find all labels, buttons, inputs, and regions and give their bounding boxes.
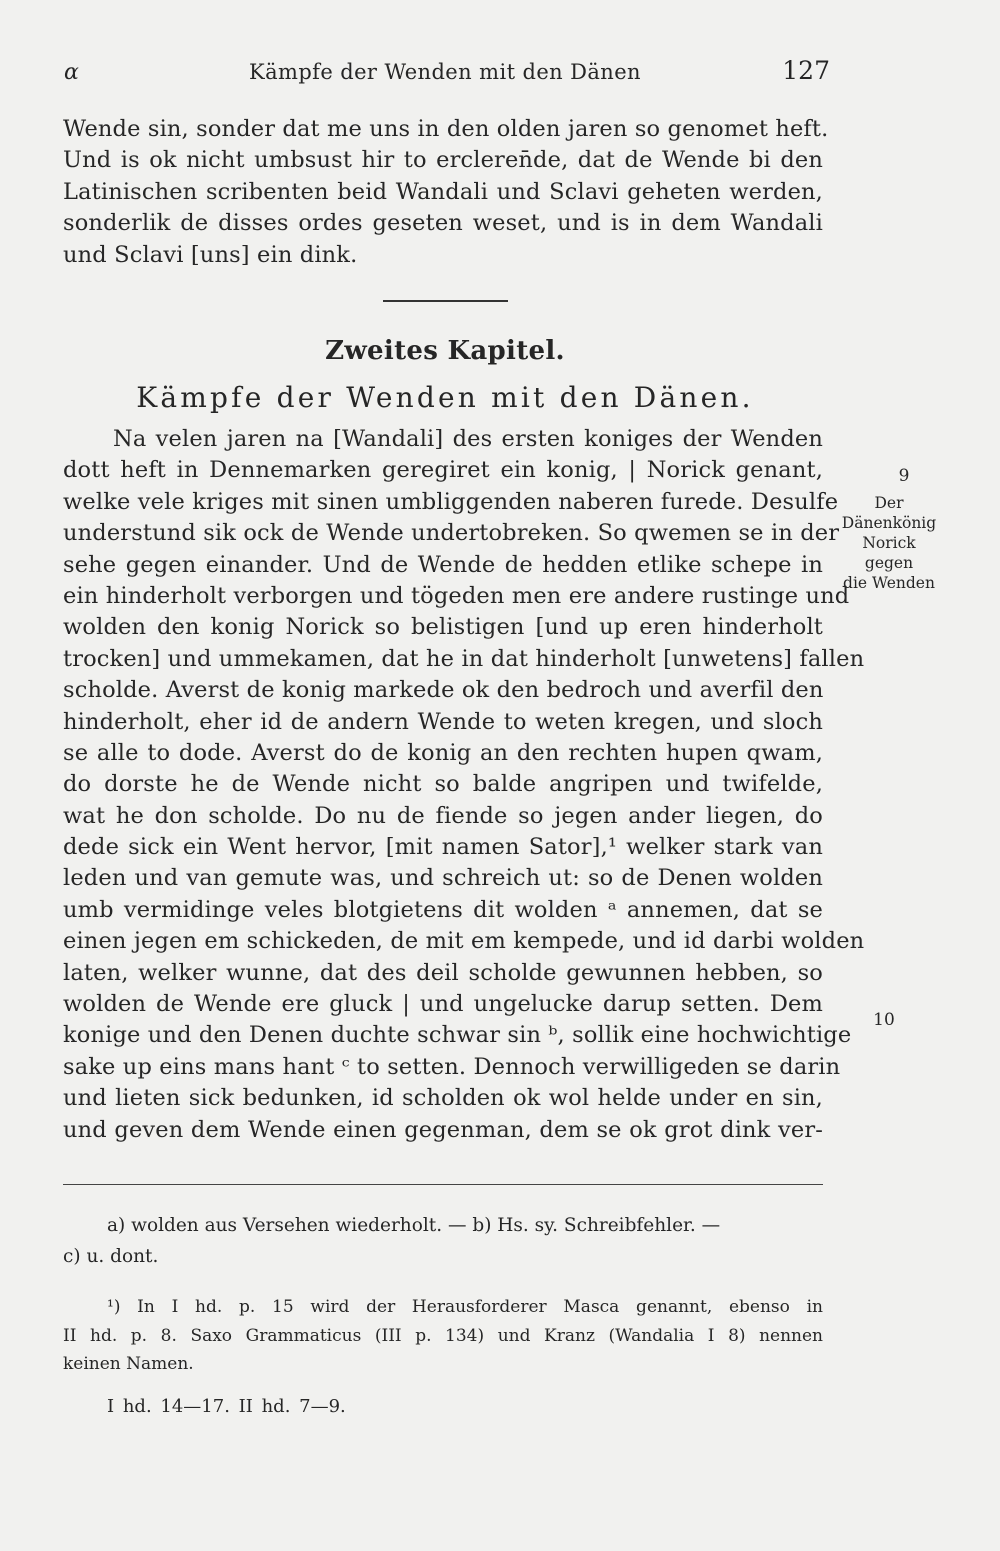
text-line: konige und den Denen duchte schwar sin ᵇ, sollik eine hochwichtige [63, 1022, 852, 1049]
text-line: laten, welker wunne, dat des deil scholde gewunnen hebben, so [63, 959, 823, 986]
footnote-line: c) u. dont. [63, 1246, 159, 1267]
footnote-line: keinen Namen. [63, 1354, 194, 1374]
text-line: wolden den konig Norick so belistigen [und up eren hinderholt [63, 614, 823, 641]
text-line: wat he don scholde. Do nu de fiende so jegen ander liegen, do [63, 802, 823, 829]
text-line: trocken] und ummekamen, dat he in dat hinderholt [unwetens] fallen [63, 645, 865, 672]
text-line: sonderlik de disses ordes geseten weset, und is in dem Wandali [63, 210, 823, 237]
footnote-1 [63, 1293, 823, 1379]
text-line: understund sik ock de Wende undertobreken. So qwemen se in der [63, 520, 840, 547]
margin-line-number: 10 [873, 1010, 895, 1030]
margin-line-number: 9 [898, 466, 910, 486]
page-header [60, 56, 830, 90]
margin-note-line: Dänenkönig [841, 514, 937, 532]
text-line: scholde. Averst de konig markede ok den bedroch und averfil den [63, 677, 824, 704]
paragraph-main [63, 424, 865, 1146]
text-line: Latinischen scribenten beid Wandali und Sclavi geheten werden, [63, 178, 823, 205]
signature-mark: α [64, 60, 79, 85]
section-divider [383, 300, 508, 302]
text-line: leden und van gemute was, und schreich ut: so de Denen wolden [63, 865, 823, 892]
footnote-line: ¹) In I hd. p. 15 wird der Herausforderer Masca genannt, ebenso in [107, 1297, 823, 1317]
running-title: Kämpfe der Wenden mit den Dänen [249, 60, 641, 84]
text-line: einen jegen em schickeden, de mit em kempede, und id darbi wolden [63, 928, 865, 955]
chapter-title: Zweites Kapitel. [325, 336, 565, 366]
text-line: ein hinderholt verborgen und tögeden men ere andere rustinge und [63, 582, 850, 609]
margin-note-line: Norick [862, 534, 916, 552]
text-line: hinderholt, eher id de andern Wende to weten kregen, und sloch [63, 708, 823, 735]
text-line: sake up eins mans hant ᶜ to setten. Dennoch verwilligeden se darin [63, 1053, 841, 1080]
source-reference: I hd. 14—17. II hd. 7—9. [107, 1396, 346, 1417]
text-line: Und is ok nicht umbsust hir to ercleren̄de, dat de Wende bi den [63, 147, 823, 174]
text-line: und lieten sick bedunken, id scholden ok wol helde under en sin, [63, 1085, 823, 1112]
margin-note-line: die Wenden [843, 574, 935, 592]
margin-note-line: gegen [864, 554, 914, 572]
footnote-line: a) wolden aus Versehen wiederholt. — b) Hs. sy. Schreibfehler. — [107, 1215, 721, 1236]
text-line: Wende sin, sonder dat me uns in den olden jaren so genomet heft. [63, 116, 829, 142]
text-line: wolden de Wende ere gluck | und ungelucke darup setten. Dem [63, 991, 823, 1018]
footnote-line: II hd. p. 8. Saxo Grammaticus (III p. 134) und Kranz (Wandalia I 8) nennen [63, 1325, 823, 1346]
textual-notes [63, 1210, 823, 1272]
text-line: dede sick ein Went hervor, [mit namen Sator],¹ welker stark van [63, 834, 823, 861]
paragraph-previous-chapter [63, 114, 829, 271]
text-line: do dorste he de Wende nicht so balde angripen und twifelde, [63, 771, 823, 798]
text-line: dott heft in Dennemarken geregiret ein konig, | Norick genant, [63, 457, 823, 484]
text-line: umb vermidinge veles blotgietens dit wolden ᵃ annemen, dat se [63, 896, 823, 923]
footnote-separator [63, 1184, 823, 1185]
text-line: sehe gegen einander. Und de Wende de hedden etlike schepe in [63, 551, 823, 578]
margin-note [828, 493, 950, 593]
text-line: Na velen jaren na [Wandali] des ersten koniges der Wenden [113, 426, 823, 452]
text-line: und geven dem Wende einen gegenman, dem se ok grot dink ver- [63, 1116, 823, 1143]
text-line: und Sclavi [uns] ein dink. [63, 241, 358, 268]
chapter-subtitle: Kämpfe der Wenden mit den Dänen. [136, 381, 754, 414]
text-line: se alle to dode. Averst do de konig an den rechten hupen qwam, [63, 739, 823, 766]
text-line: welke vele kriges mit sinen umbliggenden naberen furede. Desulfe [63, 488, 839, 515]
margin-note-line: Der [874, 494, 904, 512]
page-number: 127 [782, 56, 830, 85]
